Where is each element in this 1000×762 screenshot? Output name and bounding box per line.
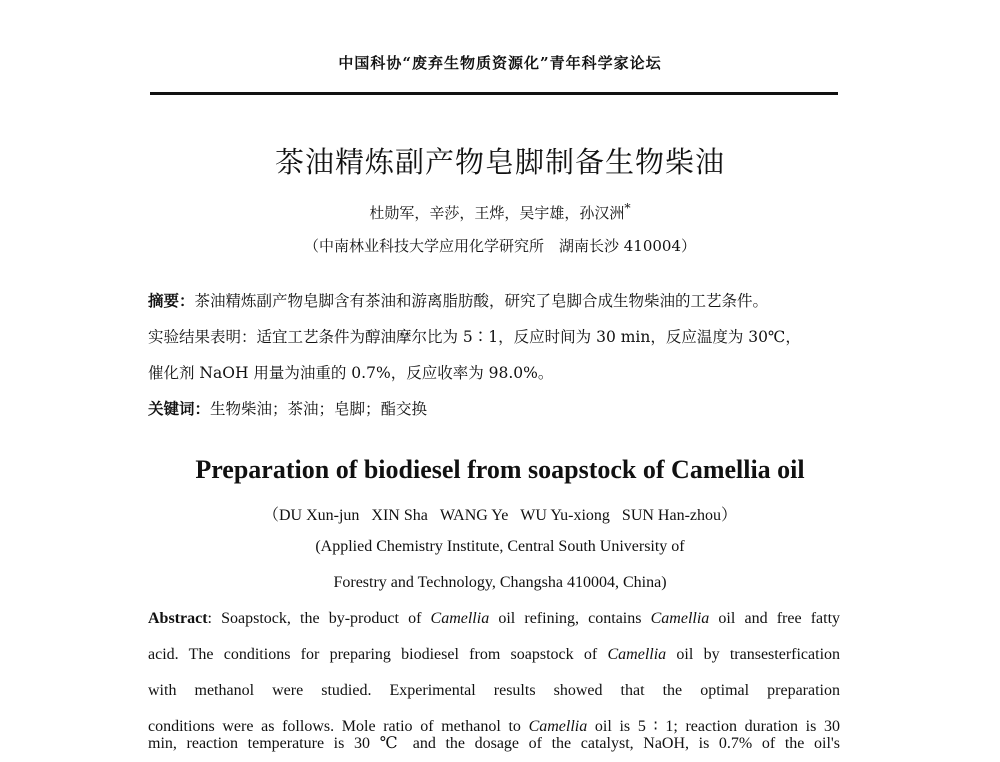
abstract-english-text: oil by transesterfication: [666, 646, 841, 663]
abstract-english-line: [148, 601, 840, 637]
abstract-english-line: min, reaction temperature is 30 ℃ and the dosage of the catalyst, NaOH, is 0.7% of the oil's: [148, 735, 840, 752]
affiliation-chinese: （中南林业科技大学应用化学研究所 湖南长沙 410004）: [303, 237, 697, 255]
abstract-english-line: [148, 637, 840, 673]
corresponding-author-mark: *: [624, 200, 631, 215]
abstract-english: [148, 601, 841, 752]
abstract-english-text: : Soapstock, the by-product of: [207, 610, 431, 627]
abstract-chinese-text: 茶油精炼副产物皂脚含有茶油和游离脂肪酸，研究了皂脚合成生物柴油的工艺条件。: [194, 292, 769, 310]
camellia-italic: Camellia: [650, 610, 710, 627]
forum-header: 中国科协“废弃生物质资源化”青年科学家论坛: [338, 54, 662, 72]
abstract-chinese-line: 实验结果表明：适宜工艺条件为醇油摩尔比为 5∶1，反应时间为 30 min，反应温度为 30℃，: [148, 328, 801, 346]
camellia-italic: Camellia: [607, 646, 667, 663]
author-english-name: XIN Sha: [371, 507, 428, 524]
authors-english-close: ）: [721, 507, 738, 524]
keywords-chinese-text: 生物柴油；茶油；皂脚；酯交换: [210, 400, 428, 418]
abstract-english-line: with methanol were studied. Experimental results showed that the optimal preparation: [148, 682, 840, 699]
abstract-chinese-line: [148, 283, 848, 319]
keywords-chinese: [148, 391, 848, 427]
abstract-english-label: Abstract: [148, 610, 208, 627]
author-english-name: WU Yu-xiong: [520, 507, 610, 524]
abstract-chinese-line: 催化剂 NaOH 用量为油重的 0.7%，反应收率为 98.0%。: [148, 364, 554, 382]
abstract-english-text: oil and free fatty: [709, 610, 841, 627]
abstract-english-text: acid. The conditions for preparing biodiesel from soapstock of: [148, 646, 608, 663]
author-english-name: SUN Han-zhou: [621, 507, 722, 524]
keywords-chinese-label: 关键词：: [148, 399, 211, 418]
abstract-chinese: [148, 283, 848, 427]
authors-english-open: （: [262, 507, 279, 524]
affiliation-english-line1: (Applied Chemistry Institute, Central South University of: [315, 538, 685, 555]
abstract-chinese-label: 摘要：: [148, 291, 195, 310]
camellia-italic: Camellia: [430, 610, 490, 627]
abstract-english-text: oil refining, contains: [489, 610, 651, 627]
title-chinese: 茶油精炼副产物皂脚制备生物柴油: [274, 145, 725, 179]
authors-chinese-names: 杜勋军，辛莎，王烨，吴宇雄，孙汉洲: [369, 204, 625, 222]
authors-english: [0, 502, 1000, 525]
author-english-name: WANG Ye: [439, 507, 509, 524]
abstract-english-cut-line: [148, 726, 840, 752]
affiliation-english-line2: Forestry and Technology, Changsha 410004, China): [333, 574, 667, 591]
author-english-name: DU Xun-jun: [278, 507, 360, 524]
camellia-italic: Camellia: [528, 718, 588, 735]
authors-chinese: [0, 200, 1000, 223]
header-rule: [150, 92, 838, 95]
abstract-english-text: conditions were as follows. Mole ratio of methanol to: [148, 718, 529, 735]
title-english: Preparation of biodiesel from soapstock of Camellia oil: [195, 455, 805, 484]
abstract-english-text: oil is 5 ∶ 1; reaction duration is 30: [587, 718, 841, 735]
